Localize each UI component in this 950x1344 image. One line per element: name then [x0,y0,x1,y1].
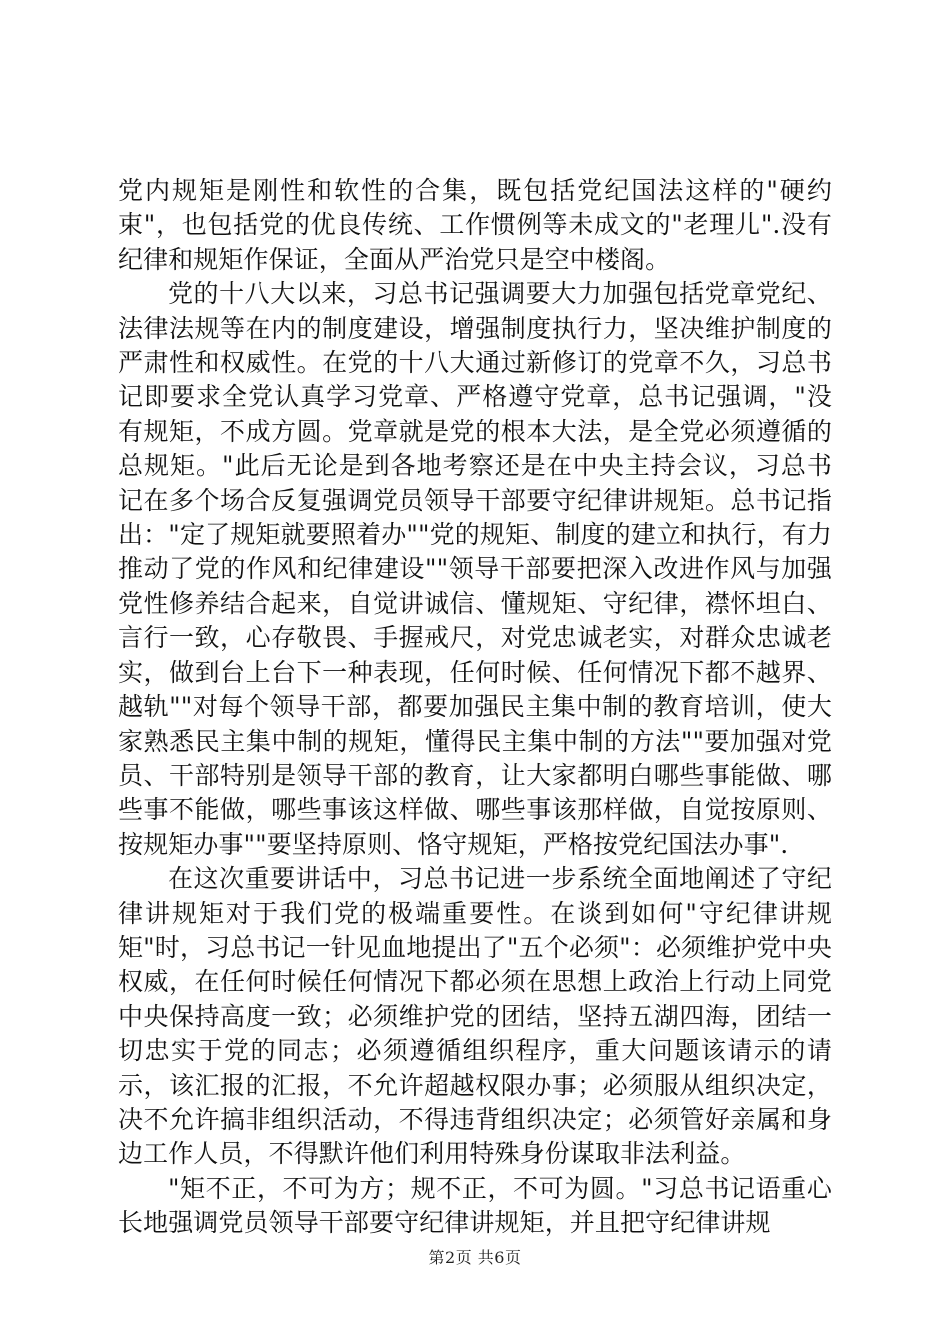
page-number-footer: 第2页 共6页 [428,1248,522,1267]
paragraph-3: 在这次重要讲话中，习总书记进一步系统全面地阐述了守纪律讲规矩对于我们党的极端重要性。在谈到如何"守纪律讲规矩"时，习总书记一针见血地提出了"五个必须"：必须维护党中央权威，在任何时候任何情况下都必须在思想上政治上行动上同党中央保持高度一致；必须维护党的团结，坚持五湖四海，团结一切忠实于党的同志；必须遵循组织程序，重大问题该请示的请示，该汇报的汇报，不允许超越权限办事；必须服从组织决定，决不允许搞非组织活动，不得违背组织决定；必须管好亲属和身边工作人员，不得默许他们利用特殊身份谋取非法利益。 [118,864,832,1169]
paragraph-4: "矩不正，不可为方；规不正，不可为圆。"习总书记语重心长地强调党员领导干部要守纪律讲规矩，并且把守纪律讲规 [118,1173,832,1238]
paragraph-2: 党的十八大以来，习总书记强调要大力加强包括党章党纪、法律法规等在内的制度建设，增强制度执行力，坚决维护制度的严肃性和权威性。在党的十八大通过新修订的党章不久，习总书记即要求全党认真学习党章、严格遵守党章，总书记强调，"没有规矩，不成方圆。党章就是党的根本大法，是全党必须遵循的总规矩。"此后无论是到各地考察还是在中央主持会议，习总书记在多个场合反复强调党员领导干部要守纪律讲规矩。总书记指出："定了规矩就要照着办""党的规矩、制度的建立和执行，有力推动了党的作风和纪律建设""领导干部要把深入改进作风与加强党性修养结合起来，自觉讲诚信、懂规矩、守纪律，襟怀坦白、言行一致，心存敬畏、手握戒尺，对党忠诚老实，对群众忠诚老实，做到台上台下一种表现，任何时候、任何情况下都不越界、越轨""对每个领导干部，都要加强民主集中制的教育培训，使大家熟悉民主集中制的规矩，懂得民主集中制的方法""要加强对党员、干部特别是领导干部的教育，让大家都明白哪些事能做、哪些事不能做，哪些事该这样做、哪些事该那样做，自觉按原则、按规矩办事""要坚持原则、恪守规矩，严格按党纪国法办事". [118,279,832,859]
document-body [118,174,832,1241]
paragraph-1: 党内规矩是刚性和软性的合集，既包括党纪国法这样的"硬约束"，也包括党的优良传统、工作惯例等未成文的"老理儿".没有纪律和规矩作保证，全面从严治党只是空中楼阁。 [118,176,832,274]
